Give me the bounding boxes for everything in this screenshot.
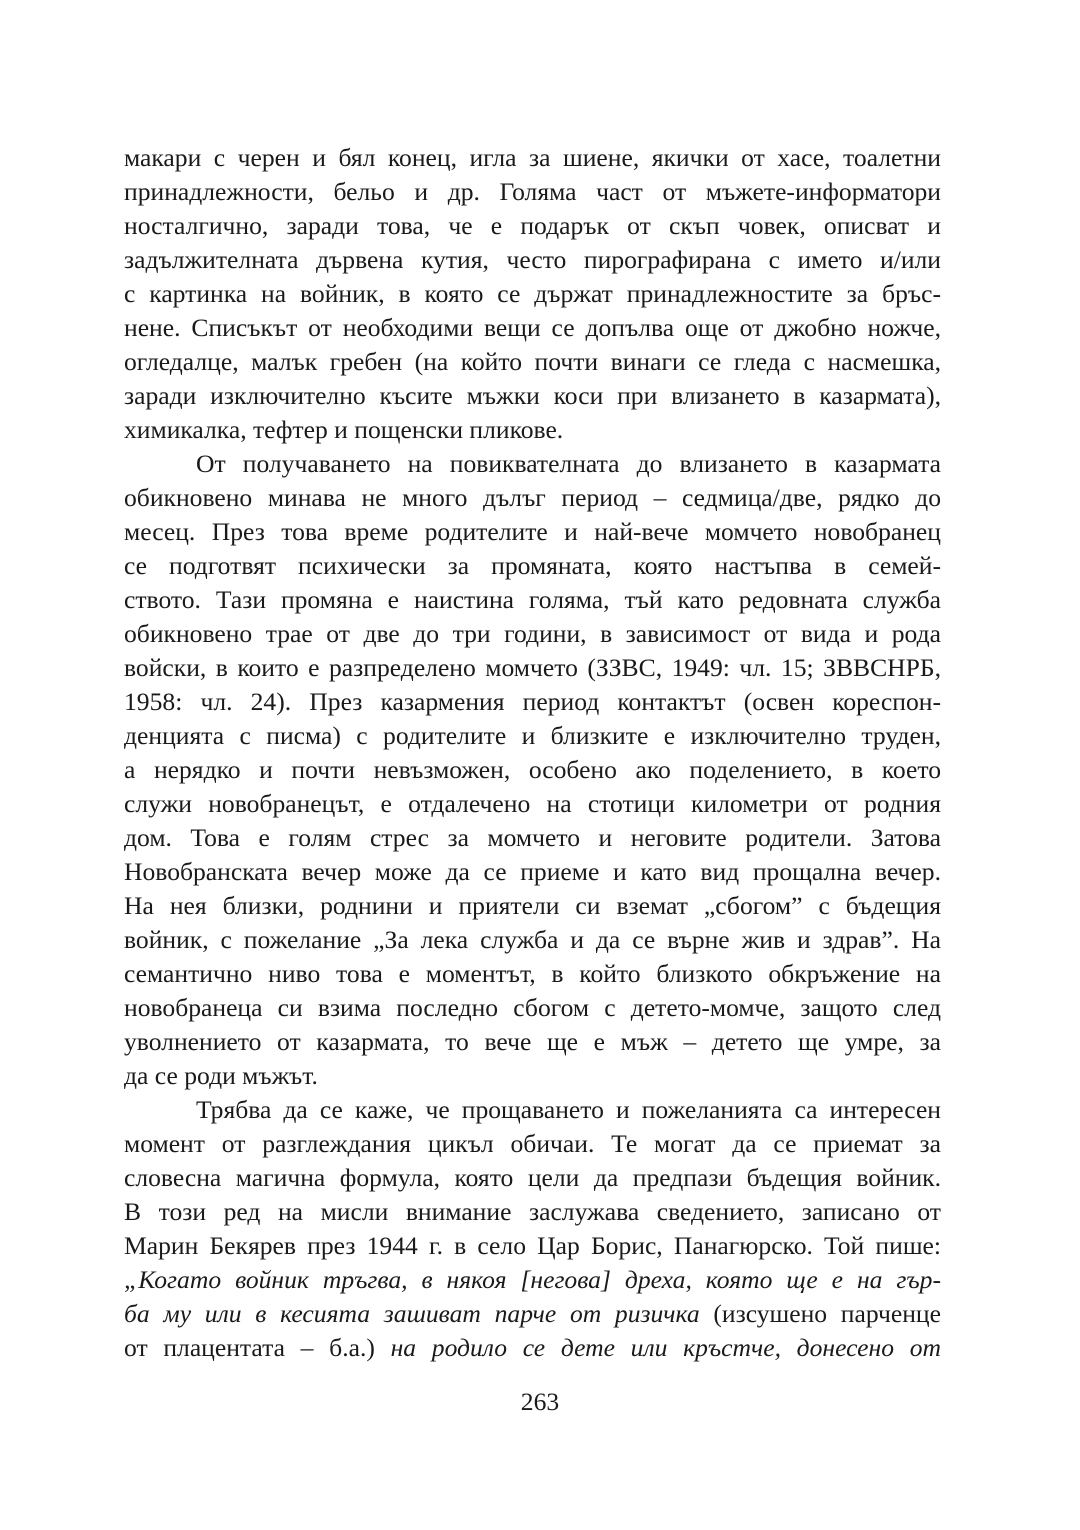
text-line: с картинка на войник, в която се държат принадлежностите за бръс- <box>124 279 941 308</box>
text-line: задължителната дървена кутия, често пирографирана с името и/или <box>124 245 941 274</box>
text-line: В този ред на мисли внимание заслужава сведението, записано от <box>124 1197 941 1226</box>
paragraph-3 <box>124 1093 941 1365</box>
text-line: новобранеца си взима последно сбогом с детето-момче, защото след <box>124 993 941 1022</box>
paragraph-1 <box>124 141 941 447</box>
text-line: уволнението от казармата, то вече ще е мъж – детето ще умре, за <box>124 1027 941 1056</box>
quote-line <box>124 1263 941 1297</box>
page-number: 263 <box>520 1387 560 1416</box>
text-line: да се роди мъжът. <box>124 1061 318 1090</box>
text-line: а нерядко и почти невъзможен, особено ако поделението, в което <box>124 755 941 784</box>
text-line: заради изключително късите мъжки коси при влизането в казармата), <box>124 381 941 410</box>
text-line: огледалце, малък гребен (на който почти винаги се гледа с насмешка, <box>124 347 941 376</box>
paragraph-2 <box>124 447 941 1093</box>
quote-normal: (изсушено парченце <box>699 1299 941 1328</box>
text-line: принадлежности, бельо и др. Голяма част от мъжете-информатори <box>124 177 941 206</box>
text-line: химикалка, тефтер и пощенски пликове. <box>124 415 564 444</box>
text-line: 1958: чл. 24). През казармения период контактът (освен кореспон- <box>124 687 941 716</box>
text-line: Трябва да се каже, че прощаването и пожеланията са интересен <box>196 1095 941 1124</box>
text-line: нене. Списъкът от необходими вещи се допълва още от джобно ножче, <box>124 313 941 342</box>
text-line: момент от разглеждания цикъл обичаи. Те могат да се приемат за <box>124 1129 941 1158</box>
text-line: войник, с пожелание „За лека служба и да се върне жив и здрав”. На <box>124 925 941 954</box>
text-line: войски, в които е разпределено момчето (ЗЗВС, 1949: чл. 15; ЗВВСНРБ, <box>124 653 941 682</box>
text-line: макари с черен и бял конец, игла за шиене, якички от хасе, тоалетни <box>124 143 941 172</box>
text-line: обикновено трае от две до три години, в зависимост от вида и рода <box>124 619 941 648</box>
text-line: се подготвят психически за промяната, която настъпва в семей- <box>124 551 941 580</box>
quote-normal: от плацентата – б.а.) <box>124 1333 391 1362</box>
text-line: денцията с писма) с родителите и близките е изключително труден, <box>124 721 941 750</box>
text-line: Марин Бекярев през 1944 г. в село Цар Борис, Панагюрско. Той пише: <box>124 1231 941 1260</box>
text-line: ството. Тази промяна е наистина голяма, тъй като редовната служба <box>124 585 941 614</box>
quote-italic: „Когато войник тръгва, в някоя [негова] дреха, която ще е на гър- <box>124 1265 941 1294</box>
text-line: Новобранската вечер може да се приеме и като вид прощална вечер. <box>124 857 941 886</box>
quote-italic: на родило се дете или кръстче, донесено от <box>390 1333 942 1362</box>
text-line: носталгично, заради това, че е подарък от скъп човек, описват и <box>124 211 941 240</box>
text-line: служи новобранецът, е отдалечено на стотици километри от родния <box>124 789 941 818</box>
text-line: дом. Това е голям стрес за момчето и неговите родители. Затова <box>124 823 941 852</box>
text-line: семантично ниво това е моментът, в който близкото обкръжение на <box>124 959 941 988</box>
text-line: От получаването на повиквателната до влизането в казармата <box>196 449 941 478</box>
text-line: словесна магична формула, която цели да предпази бъдещия войник. <box>124 1163 941 1192</box>
quote-line <box>124 1297 941 1331</box>
quote-line <box>124 1331 941 1365</box>
text-line: месец. През това време родителите и най-вече момчето новобранец <box>124 517 941 546</box>
quote-italic: ба му или в кесията зашиват парче от ризичка <box>124 1299 700 1328</box>
text-line: На нея близки, роднини и приятели си вземат „сбогом” с бъдещия <box>124 891 941 920</box>
document-body <box>124 141 941 1365</box>
text-line: обикновено минава не много дълъг период – седмица/две, рядко до <box>124 483 941 512</box>
